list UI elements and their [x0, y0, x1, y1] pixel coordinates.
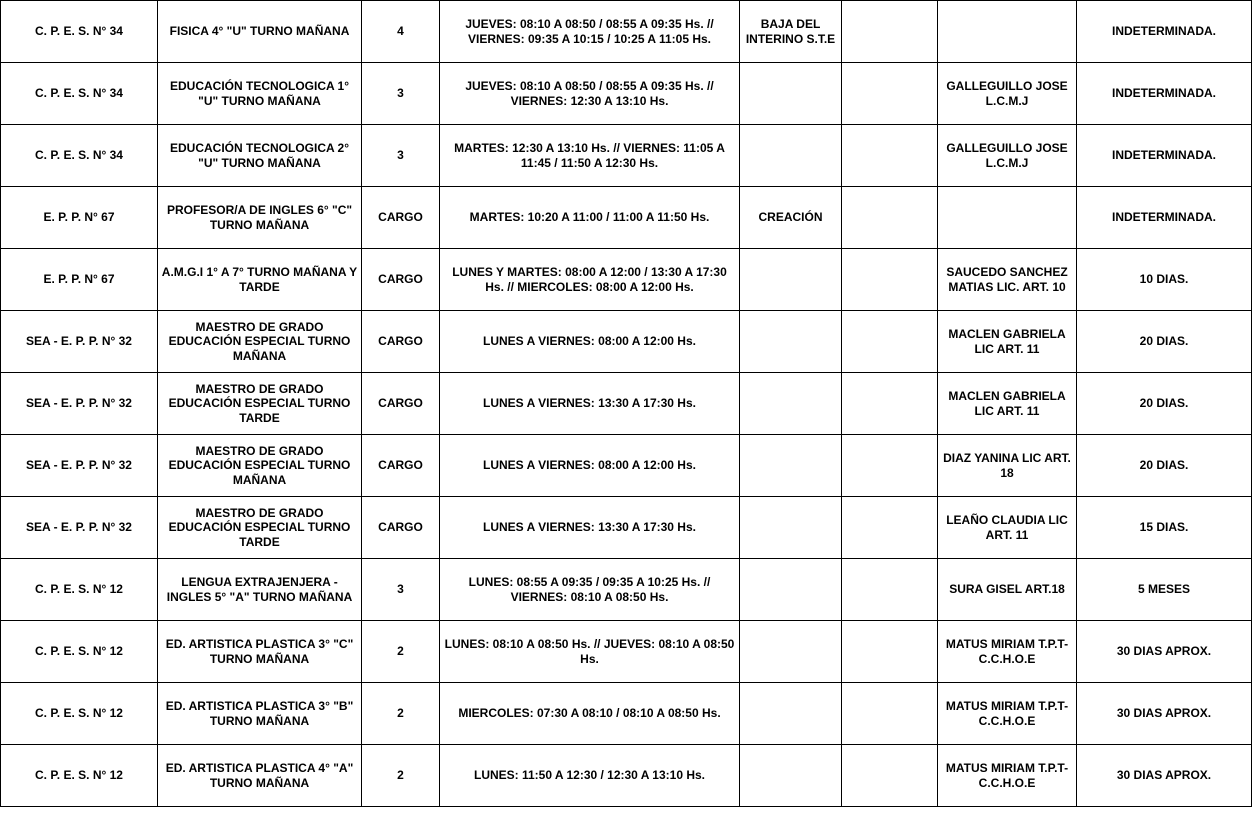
school-cell: SEA - E. P. P. N° 32 [1, 373, 158, 435]
extra-cell [842, 745, 938, 807]
extra-cell [842, 621, 938, 683]
duration-cell: 5 MESES [1077, 559, 1252, 621]
hours-cell: 2 [362, 683, 440, 745]
reason-cell [740, 125, 842, 187]
teacher-cell: LEAÑO CLAUDIA LIC ART. 11 [938, 497, 1077, 559]
teacher-cell [938, 1, 1077, 63]
duration-cell: INDETERMINADA. [1077, 1, 1252, 63]
extra-cell [842, 125, 938, 187]
school-cell: E. P. P. N° 67 [1, 249, 158, 311]
hours-cell: CARGO [362, 435, 440, 497]
subject-cell: PROFESOR/A DE INGLES 6° "C" TURNO MAÑANA [158, 187, 362, 249]
table-row [1, 125, 1252, 187]
extra-cell [842, 497, 938, 559]
schedule-cell: MARTES: 12:30 A 13:10 Hs. // VIERNES: 11:05 A 11:45 / 11:50 A 12:30 Hs. [440, 125, 740, 187]
teacher-cell: GALLEGUILLO JOSE L.C.M.J [938, 63, 1077, 125]
schedule-cell: LUNES A VIERNES: 08:00 A 12:00 Hs. [440, 311, 740, 373]
reason-cell [740, 311, 842, 373]
schedule-cell: LUNES Y MARTES: 08:00 A 12:00 / 13:30 A 17:30 Hs. // MIERCOLES: 08:00 A 12:00 Hs. [440, 249, 740, 311]
subject-cell: MAESTRO DE GRADO EDUCACIÓN ESPECIAL TURNO MAÑANA [158, 311, 362, 373]
duration-cell: 30 DIAS APROX. [1077, 745, 1252, 807]
duration-cell: INDETERMINADA. [1077, 63, 1252, 125]
duration-cell: 20 DIAS. [1077, 435, 1252, 497]
duration-cell: 20 DIAS. [1077, 373, 1252, 435]
subject-cell: MAESTRO DE GRADO EDUCACIÓN ESPECIAL TURNO MAÑANA [158, 435, 362, 497]
table-row [1, 497, 1252, 559]
table-row [1, 559, 1252, 621]
teacher-cell: MATUS MIRIAM T.P.T- C.C.H.O.E [938, 621, 1077, 683]
school-cell: SEA - E. P. P. N° 32 [1, 497, 158, 559]
hours-cell: 3 [362, 559, 440, 621]
teacher-cell: SURA GISEL ART.18 [938, 559, 1077, 621]
extra-cell [842, 249, 938, 311]
reason-cell [740, 63, 842, 125]
hours-cell: CARGO [362, 187, 440, 249]
subject-cell: LENGUA EXTRAJENJERA - INGLES 5° "A" TURNO MAÑANA [158, 559, 362, 621]
table-row [1, 187, 1252, 249]
reason-cell [740, 435, 842, 497]
teacher-cell: MACLEN GABRIELA LIC ART. 11 [938, 373, 1077, 435]
duration-cell: 30 DIAS APROX. [1077, 683, 1252, 745]
table-row [1, 311, 1252, 373]
schedule-cell: LUNES: 11:50 A 12:30 / 12:30 A 13:10 Hs. [440, 745, 740, 807]
schedule-cell: LUNES A VIERNES: 13:30 A 17:30 Hs. [440, 373, 740, 435]
reason-cell [740, 621, 842, 683]
hours-cell: 3 [362, 63, 440, 125]
duration-cell: 15 DIAS. [1077, 497, 1252, 559]
school-cell: SEA - E. P. P. N° 32 [1, 435, 158, 497]
teacher-cell: MATUS MIRIAM T.P.T- C.C.H.O.E [938, 683, 1077, 745]
schedule-cell: LUNES: 08:10 A 08:50 Hs. // JUEVES: 08:10 A 08:50 Hs. [440, 621, 740, 683]
schedule-cell: JUEVES: 08:10 A 08:50 / 08:55 A 09:35 Hs. // VIERNES: 12:30 A 13:10 Hs. [440, 63, 740, 125]
teacher-cell [938, 187, 1077, 249]
school-cell: C. P. E. S. N° 12 [1, 621, 158, 683]
subject-cell: A.M.G.I 1° A 7° TURNO MAÑANA Y TARDE [158, 249, 362, 311]
subject-cell: EDUCACIÓN TECNOLOGICA 1° "U" TURNO MAÑANA [158, 63, 362, 125]
school-cell: SEA - E. P. P. N° 32 [1, 311, 158, 373]
school-cell: C. P. E. S. N° 34 [1, 125, 158, 187]
hours-cell: 4 [362, 1, 440, 63]
reason-cell [740, 249, 842, 311]
school-cell: E. P. P. N° 67 [1, 187, 158, 249]
duration-cell: 30 DIAS APROX. [1077, 621, 1252, 683]
teacher-cell: DIAZ YANINA LIC ART. 18 [938, 435, 1077, 497]
reason-cell: BAJA DEL INTERINO S.T.E [740, 1, 842, 63]
teacher-cell: GALLEGUILLO JOSE L.C.M.J [938, 125, 1077, 187]
subject-cell: ED. ARTISTICA PLASTICA 3° "C" TURNO MAÑANA [158, 621, 362, 683]
table-row [1, 1, 1252, 63]
table-row [1, 745, 1252, 807]
reason-cell [740, 373, 842, 435]
table-row [1, 435, 1252, 497]
table-body [1, 1, 1252, 807]
schedule-cell: MARTES: 10:20 A 11:00 / 11:00 A 11:50 Hs. [440, 187, 740, 249]
schedule-cell: LUNES A VIERNES: 08:00 A 12:00 Hs. [440, 435, 740, 497]
extra-cell [842, 1, 938, 63]
hours-cell: 3 [362, 125, 440, 187]
hours-cell: CARGO [362, 373, 440, 435]
duration-cell: 20 DIAS. [1077, 311, 1252, 373]
extra-cell [842, 559, 938, 621]
table-row [1, 249, 1252, 311]
subject-cell: MAESTRO DE GRADO EDUCACIÓN ESPECIAL TURNO TARDE [158, 497, 362, 559]
table-row [1, 63, 1252, 125]
extra-cell [842, 63, 938, 125]
table-row [1, 621, 1252, 683]
teacher-cell: MATUS MIRIAM T.P.T- C.C.H.O.E [938, 745, 1077, 807]
subject-cell: MAESTRO DE GRADO EDUCACIÓN ESPECIAL TURNO TARDE [158, 373, 362, 435]
hours-cell: CARGO [362, 497, 440, 559]
extra-cell [842, 683, 938, 745]
reason-cell [740, 497, 842, 559]
schedule-cell: JUEVES: 08:10 A 08:50 / 08:55 A 09:35 Hs. // VIERNES: 09:35 A 10:15 / 10:25 A 11:05 Hs. [440, 1, 740, 63]
hours-cell: CARGO [362, 249, 440, 311]
hours-cell: 2 [362, 745, 440, 807]
subject-cell: ED. ARTISTICA PLASTICA 4° "A" TURNO MAÑANA [158, 745, 362, 807]
school-cell: C. P. E. S. N° 34 [1, 63, 158, 125]
reason-cell [740, 683, 842, 745]
school-cell: C. P. E. S. N° 12 [1, 559, 158, 621]
schedule-cell: MIERCOLES: 07:30 A 08:10 / 08:10 A 08:50 Hs. [440, 683, 740, 745]
school-cell: C. P. E. S. N° 12 [1, 745, 158, 807]
teacher-cell: SAUCEDO SANCHEZ MATIAS LIC. ART. 10 [938, 249, 1077, 311]
teacher-cell: MACLEN GABRIELA LIC ART. 11 [938, 311, 1077, 373]
duration-cell: 10 DIAS. [1077, 249, 1252, 311]
extra-cell [842, 187, 938, 249]
table-row [1, 373, 1252, 435]
hours-cell: 2 [362, 621, 440, 683]
duration-cell: INDETERMINADA. [1077, 125, 1252, 187]
school-cell: C. P. E. S. N° 34 [1, 1, 158, 63]
subject-cell: EDUCACIÓN TECNOLOGICA 2° "U" TURNO MAÑANA [158, 125, 362, 187]
duration-cell: INDETERMINADA. [1077, 187, 1252, 249]
school-cell: C. P. E. S. N° 12 [1, 683, 158, 745]
schedule-cell: LUNES A VIERNES: 13:30 A 17:30 Hs. [440, 497, 740, 559]
reason-cell [740, 745, 842, 807]
extra-cell [842, 435, 938, 497]
table-row [1, 683, 1252, 745]
extra-cell [842, 373, 938, 435]
reason-cell: CREACIÓN [740, 187, 842, 249]
extra-cell [842, 311, 938, 373]
subject-cell: ED. ARTISTICA PLASTICA 3° "B" TURNO MAÑANA [158, 683, 362, 745]
reason-cell [740, 559, 842, 621]
hours-cell: CARGO [362, 311, 440, 373]
schedule-cell: LUNES: 08:55 A 09:35 / 09:35 A 10:25 Hs. // VIERNES: 08:10 A 08:50 Hs. [440, 559, 740, 621]
subject-cell: FISICA 4° "U" TURNO MAÑANA [158, 1, 362, 63]
